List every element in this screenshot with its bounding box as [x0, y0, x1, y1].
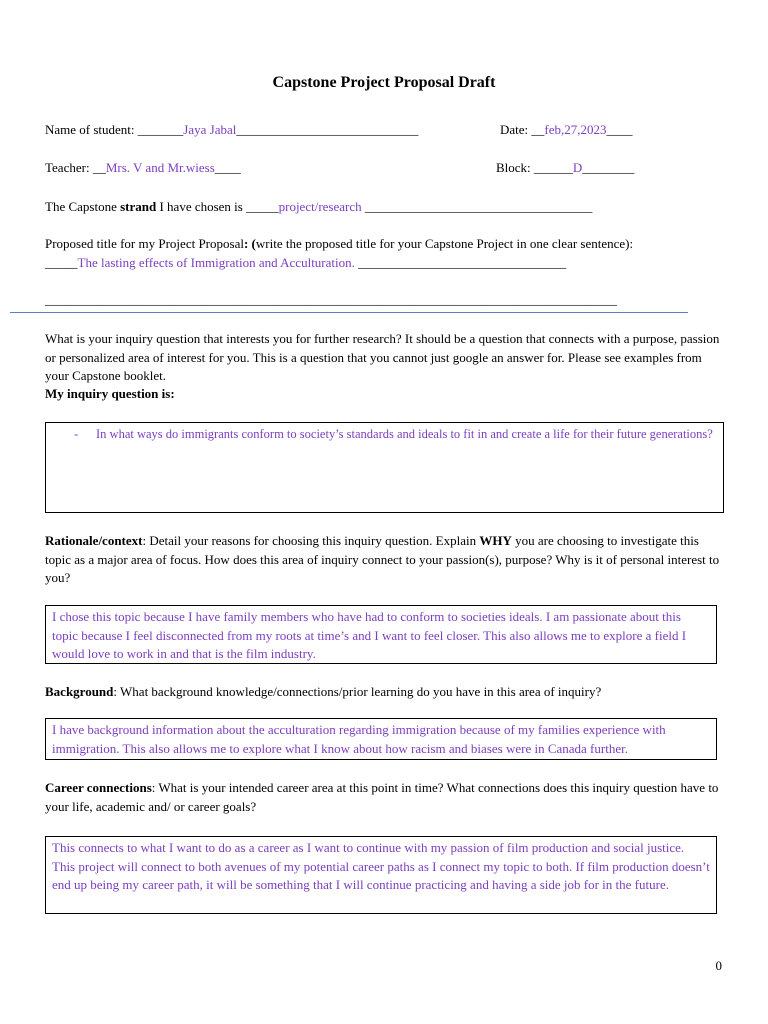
student-name-line — [45, 122, 418, 138]
block-value[interactable]: D — [572, 160, 583, 175]
block-line — [496, 160, 634, 176]
proposed-title-prompt-post: write the proposed title for your Capstone Project in one clear sentence): — [255, 236, 634, 251]
teacher-blank-pre: __ — [92, 160, 106, 175]
rationale-label: Rationale/context — [45, 533, 143, 548]
date-label: Date: — [500, 122, 532, 137]
proposed-title-prompt — [45, 236, 633, 252]
strand-blank-pre: _____ — [246, 199, 279, 214]
student-name-blank-pre: _______ — [137, 122, 184, 137]
inquiry-heading: My inquiry question is: — [45, 386, 175, 401]
strand-label-bold: strand — [120, 199, 157, 214]
date-blank-pre: __ — [531, 122, 545, 137]
rationale-prompt — [45, 532, 725, 588]
rationale-prompt-a: : Detail your reasons for choosing this inquiry question. Explain — [142, 533, 480, 548]
strand-blank-post: ___________________________________ — [361, 199, 593, 214]
rationale-answer-text: I chose this topic because I have family members who have had to conform to societies ideals. I am passionate about this topic because I feel disconnected from my roots at time’s and I want to feel closer. This also allows me to explore a field I would love to work in and that is the film industry. — [52, 609, 687, 661]
proposed-title-extra-line: ________________________________________________________________________________________ — [45, 292, 617, 307]
career-answer-box[interactable] — [45, 836, 717, 914]
proposed-title-blank-pre: _____ — [45, 255, 78, 270]
teacher-blank-post: ____ — [214, 160, 241, 175]
career-answer-text: This connects to what I want to do as a career as I want to continue with my passion of film production and social justice. This project will connect to both avenues of my potential career paths as I connect my topic to both. If film production doesn’t end up being my career path, it will be something that I will continue practicing and having a side job for in the future. — [52, 840, 710, 892]
teacher-line — [45, 160, 241, 176]
background-label: Background — [45, 684, 114, 699]
page-title: Capstone Project Proposal Draft — [272, 74, 496, 91]
student-name-value[interactable]: Jaya Jabal — [183, 122, 237, 137]
rationale-prompt-bold: WHY — [479, 533, 512, 548]
rationale-answer-box[interactable] — [45, 605, 717, 664]
inquiry-answer-box[interactable] — [45, 422, 724, 513]
page-number: 0 — [715, 958, 722, 973]
teacher-value[interactable]: Mrs. V and Mr.wiess — [105, 160, 215, 175]
career-prompt-text: : What is your intended career area at this point in time? What connections does this inquiry question have to your life, academic and/ or career goals? — [45, 780, 719, 814]
inquiry-prompt: What is your inquiry question that interests you for further research? It should be a question that connects with a purpose, passion or personalized area of interest for you. This is a question that you cannot just google an answer for. Please see examples from your Capstone booklet. — [45, 331, 720, 383]
inquiry-answer-text: In what ways do immigrants conform to society’s standards and ideals to fit in and create a life for their future generations? — [96, 427, 713, 441]
proposed-title-blank-post: ________________________________ — [354, 255, 567, 270]
proposed-title-answer-line — [45, 255, 566, 271]
proposed-title-value[interactable]: The lasting effects of Immigration and Acculturation. — [77, 255, 355, 270]
strand-line — [45, 199, 592, 215]
background-prompt — [45, 683, 725, 702]
career-label: Career connections — [45, 780, 152, 795]
proposed-title-prompt-bold: : ( — [243, 236, 256, 251]
rationale-prompt-b: you are choosing to investigate this topic as a major area of focus. How does this area of inquiry connect to your passion(s), purpose? Why is it of personal interest to you? — [45, 533, 720, 585]
block-label: Block: — [496, 160, 534, 175]
section-divider — [10, 312, 688, 313]
bullet-dash-icon: - — [74, 427, 79, 441]
block-blank-pre: ______ — [533, 160, 573, 175]
career-prompt — [45, 779, 725, 816]
background-answer-box[interactable] — [45, 718, 717, 760]
background-answer-text: I have background information about the acculturation regarding immigration because of my families experience with immigration. This also allows me to explore what I know about how racism and biases were in Canada further. — [52, 722, 666, 756]
block-blank-post: ________ — [582, 160, 635, 175]
strand-value[interactable]: project/research — [278, 199, 362, 214]
strand-label-pre: The Capstone — [45, 199, 121, 214]
date-blank-post: ____ — [606, 122, 633, 137]
date-line — [500, 122, 633, 138]
background-prompt-text: : What background knowledge/connections/prior learning do you have in this area of inquiry? — [113, 684, 602, 699]
inquiry-bullet-item — [52, 426, 717, 443]
student-name-blank-post: ____________________________ — [236, 122, 419, 137]
strand-label-post: I have chosen is — [156, 199, 247, 214]
date-value[interactable]: feb,27,2023 — [544, 122, 607, 137]
teacher-label: Teacher: — [45, 160, 93, 175]
student-name-label: Name of student: — [45, 122, 138, 137]
proposed-title-prompt-pre: Proposed title for my Project Proposal — [45, 236, 244, 251]
